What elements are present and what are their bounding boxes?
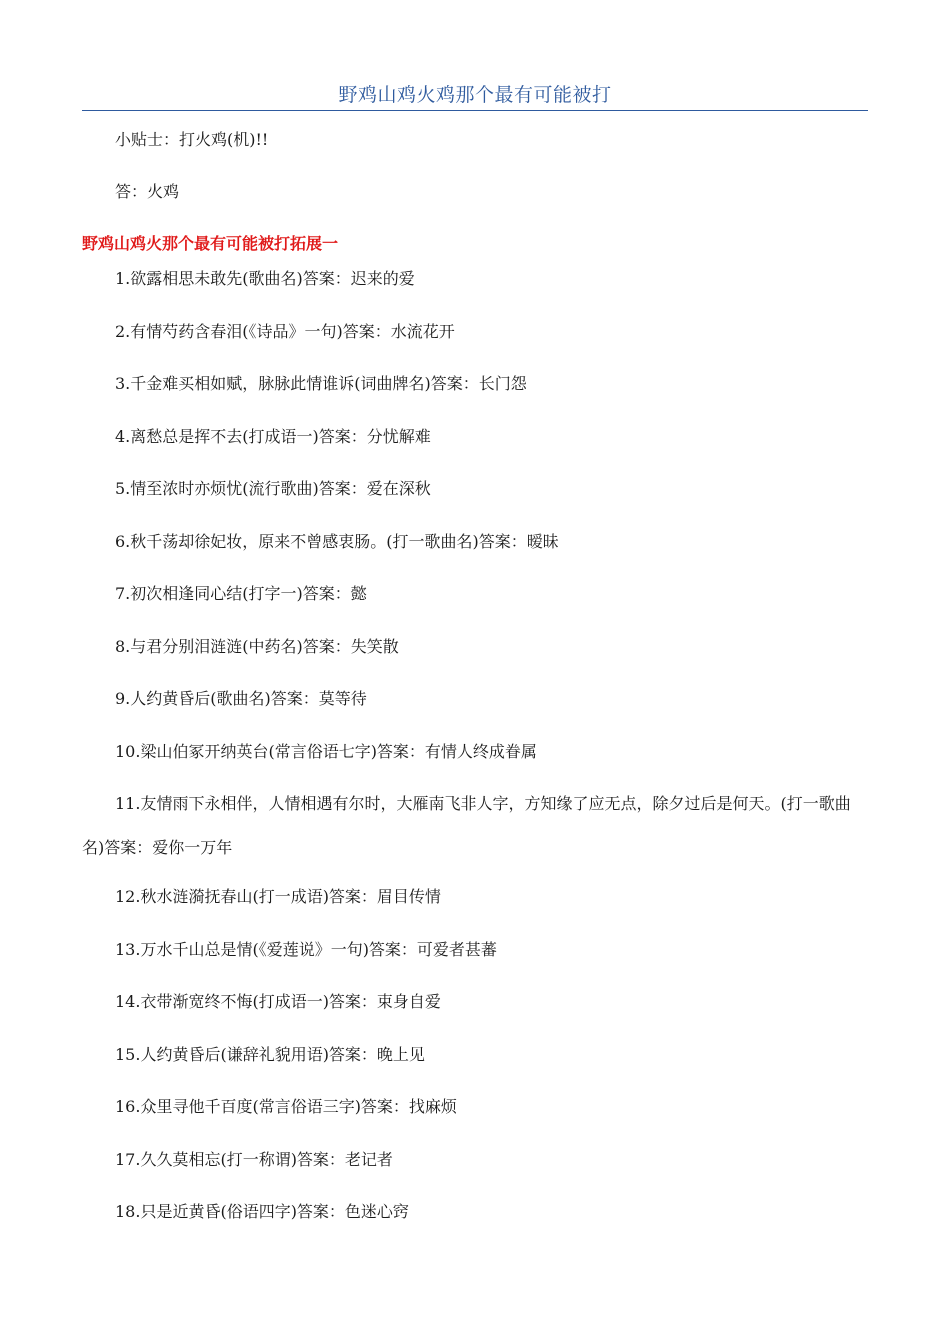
list-item: 16.众里寻他千百度(常言俗语三字)答案：找麻烦: [115, 1097, 457, 1116]
list-item: 4.离愁总是挥不去(打成语一)答案：分忧解难: [115, 427, 431, 446]
list-item: 2.有情芍药含春泪(《诗品》一句)答案：水流花开: [115, 322, 455, 341]
list-item: 5.情至浓时亦烦忧(流行歌曲)答案：爱在深秋: [115, 479, 431, 498]
list-item: 6.秋千荡却徐妃妆，原来不曾感衷肠。(打一歌曲名)答案：暧昧: [115, 532, 559, 551]
list-item: 14.衣带渐宽终不悔(打成语一)答案：束身自爱: [115, 992, 441, 1011]
list-item: 13.万水千山总是情(《爱莲说》一句)答案：可爱者甚蕃: [115, 940, 497, 959]
document-title: 野鸡山鸡火鸡那个最有可能被打: [338, 84, 612, 106]
list-item: 18.只是近黄昏(俗语四字)答案：色迷心窍: [115, 1202, 409, 1221]
list-item: 9.人约黄昏后(歌曲名)答案：莫等待: [115, 689, 367, 708]
list-item: 12.秋水涟漪抚春山(打一成语)答案：眉目传情: [115, 887, 441, 906]
tip-paragraph: 小贴士：打火鸡(机)!!: [115, 130, 269, 149]
list-item: 1.欲露相思未敢先(歌曲名)答案：迟来的爱: [115, 269, 415, 288]
title-underline: [82, 110, 868, 111]
section-heading: 野鸡山鸡火那个最有可能被打拓展一: [82, 234, 339, 253]
list-item: 3.千金难买相如赋，脉脉此情谁诉(词曲牌名)答案：长门怨: [115, 374, 527, 393]
answer-paragraph: 答：火鸡: [115, 182, 180, 201]
list-item: 15.人约黄昏后(谦辞礼貌用语)答案：晚上见: [115, 1045, 425, 1064]
list-item: 8.与君分别泪涟涟(中药名)答案：失笑散: [115, 637, 399, 656]
list-item: 7.初次相逢同心结(打字一)答案：懿: [115, 584, 367, 603]
list-item: 17.久久莫相忘(打一称谓)答案：老记者: [115, 1150, 393, 1169]
list-item: 11.友情雨下永相伴，人情相遇有尔时，大雁南飞非人字，方知缘了应无点，除夕过后是何天。(打一歌曲名)答案：爱你一万年: [82, 794, 851, 857]
list-item: 10.梁山伯冢开纳英台(常言俗语七字)答案：有情人终成眷属: [115, 742, 537, 761]
